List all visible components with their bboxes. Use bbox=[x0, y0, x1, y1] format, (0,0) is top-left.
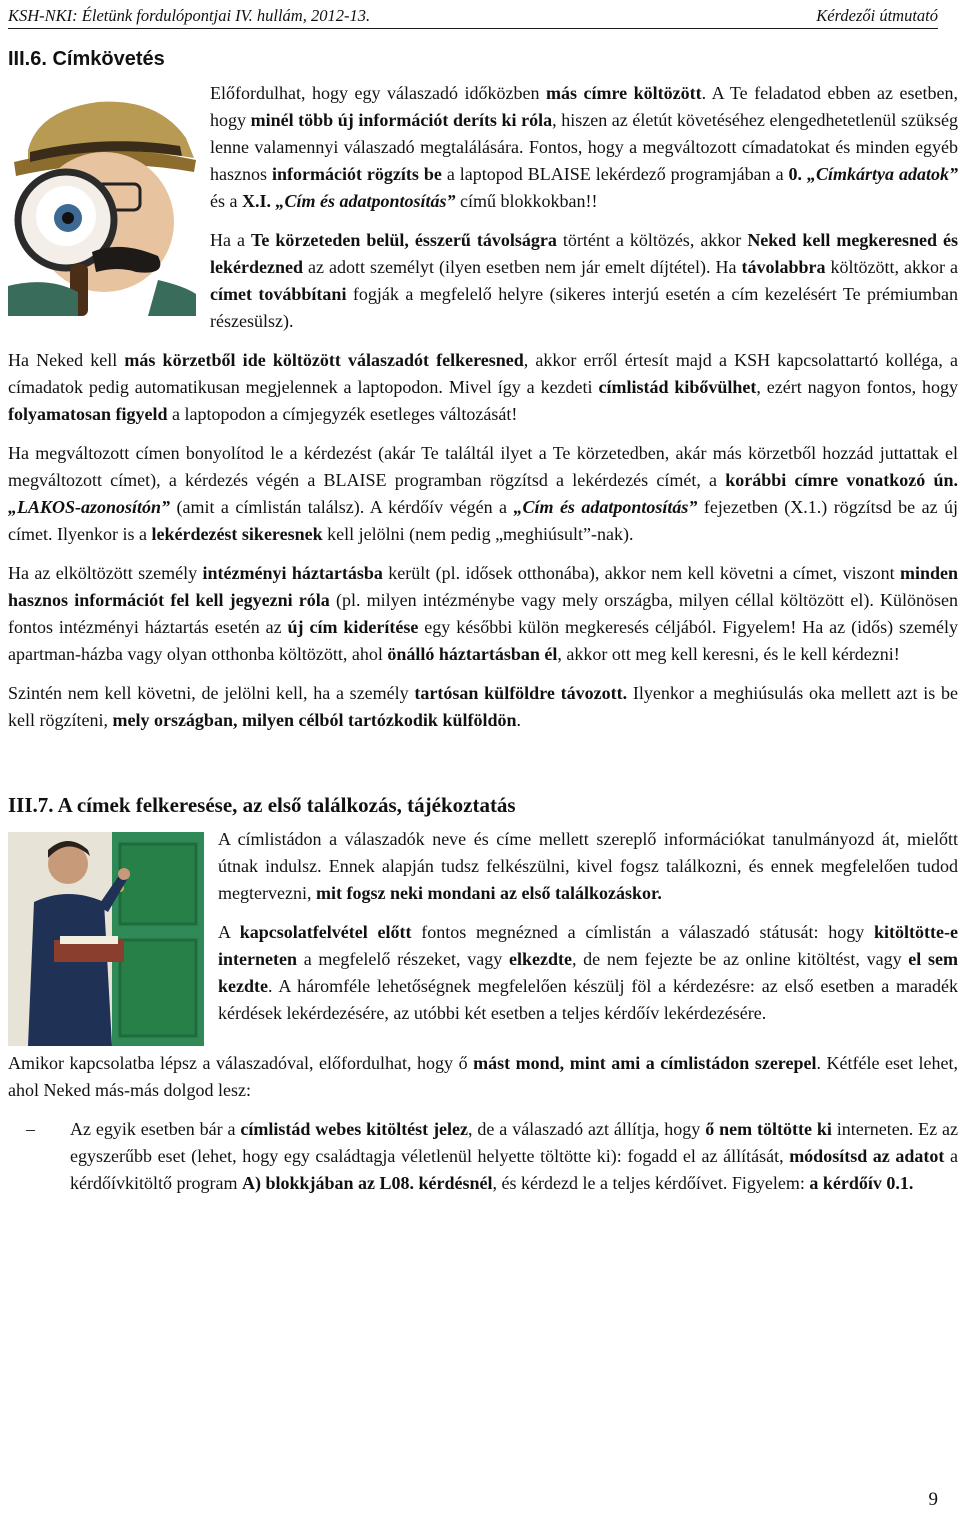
paragraph: Előfordulhat, hogy egy válaszadó időközben más címre költözött. A Te feladatod ebben az esetben, hogy minél több új információt deríts ki róla, hiszen az életút követéséhez elengedhetetlenül szükség lenne valamennyi válaszadó megtalálására. Fontos, hogy a megváltozott címadatokat és minden egyéb hasznos információt rögzíts be a laptopod BLAISE lekérdező programjában a 0. „Címkártya adatok” és a X.I. „Cím és adatpontosítás” című blokkokban!! bbox=[210, 83, 959, 211]
paragraph: Ha megváltozott címen bonyolítod le a kérdezést (akár Te találtál ilyet a Te körzetedben, akár más körzetből hozzád juttattak el megváltozott címet), a kérdezés végén a BLAISE programban rögzítsd a lekérdezés címét, a korábbi címre vonatkozó ún. „LAKOS-azonosítón” (amit a címlistán találsz). A kérdőív végén a „Cím és adatpontosítás” fejezetben (X.1.) rögzítsd be az új címet. Ilyenkor is a lekérdezést sikeresnek kell jelölni (nem pedig „meghiúsult”-nak). bbox=[8, 443, 959, 544]
paragraph: A címlistádon a válaszadók neve és címe mellett szereplő információkat tanulmányozd át, mielőtt útnak indulsz. Ennek alapján tudsz felkészülni, kivel fogsz találkozni, és ennek megfelelően tudod megtervezni, mit fogsz neki mondani az első találkozáskor. bbox=[218, 829, 958, 903]
paragraph: Ha az elköltözött személy intézményi háztartásba került (pl. idősek otthonába), akkor nem kell követni a címet, viszont minden hasznos információt fel kell jegyezni róla (pl. milyen intézménybe vagy mely országba, milyen céllal költözött el). Különösen fontos intézményi háztartás esetén az új cím kiderítése egy későbbi külön megkeresés céljából. Figyelem! Ha az (idős) személy apartman-házba vagy olyan otthonba költözött, ahol önálló háztartásban él, akkor ott meg kell keresni, és le kell kérdezni! bbox=[8, 563, 958, 664]
list-item-text: Az egyik esetben bár a címlistád webes kitöltést jelez, de a válaszadó azt állítja, hogy ő nem töltötte ki interneten. Ez az egyszerűbb eset (lehet, hogy egy családtagja véletlenül helyette töltötte ki): fogadd el az állítását, módosítsd az adatot a kérdőívkitöltő program A) blokkjában az L08. kérdésnél, és kérdezd le a teljes kérdőívet. Figyelem: a kérdőív 0.1. bbox=[70, 1119, 958, 1193]
page-body bbox=[8, 46, 958, 1197]
detective-magnifier-illustration bbox=[8, 80, 196, 316]
paragraph: Szintén nem kell követni, de jelölni kell, ha a személy tartósan külföldre távozott. Ilyenkor a meghiúsulás oka mellett azt is be kell rögzíteni, mely országban, milyen célból tartózkodik külföldön. bbox=[8, 683, 959, 730]
paragraph: Ha Neked kell más körzetből ide költözött válaszadót felkeresned, akkor erről értesít majd a KSH kapcsolattartó kolléga, a címadatok pedig automatikusan megjelennek a laptopodon. Mivel így a kezdeti címlistád kibővülhet, ezért nagyon fontos, hogy folyamatosan figyeld a laptopodon a címjegyzék esetleges változását! bbox=[8, 350, 958, 424]
section-title-cimkovetes: III.6. Címkövetés bbox=[8, 48, 165, 70]
list-item bbox=[8, 1116, 958, 1197]
page-number: 9 bbox=[928, 1489, 938, 1510]
header-title: KSH-NKI: Életünk fordulópontjai IV. hullám, 2012-13. bbox=[8, 6, 371, 25]
header-subtitle: Kérdezői útmutató bbox=[816, 6, 938, 25]
interviewer-at-door-photo bbox=[8, 832, 204, 1046]
paragraph: Amikor kapcsolatba lépsz a válaszadóval, előfordulhat, hogy ő mást mond, mint ami a címlistádon szerepel. Kétféle eset lehet, ahol Neked más-más dolgod lesz: bbox=[8, 1053, 958, 1100]
paragraph: Ha a Te körzeteden belül, ésszerű távolságra történt a költözés, akkor Neked kell megkeresned és lekérdezned az adott személyt (ilyen esetben nem jár emelt díjtétel). Ha távolabbra költözött, akkor a címet továbbítani fogják a megfelelő helyre (sikeres interjú esetén a cím kezelésért Te prémiumban részesülsz). bbox=[210, 230, 959, 331]
paragraph: A kapcsolatfelvétel előtt fontos megnézned a címlistán a válaszadó státusát: hogy kitöltötte-e interneten a megfelelő részeket, vagy elkezdte, de nem fejezte be az online kitöltést, vagy el sem kezdte. A háromféle lehetőségnek megfelelően készülj föl a kérdezésre: az első esetben a maradék kérdések lekérdezésére, az utóbbi két esetben a teljes kérdőív lekérdezésére. bbox=[218, 922, 958, 1023]
dash-bullet: – bbox=[26, 1119, 35, 1139]
running-header bbox=[8, 4, 938, 29]
dash-list bbox=[8, 1116, 958, 1197]
section-title-cimek-felkeresese: III.7. A címek felkeresése, az első találkozás, tájékoztatás bbox=[8, 793, 516, 817]
